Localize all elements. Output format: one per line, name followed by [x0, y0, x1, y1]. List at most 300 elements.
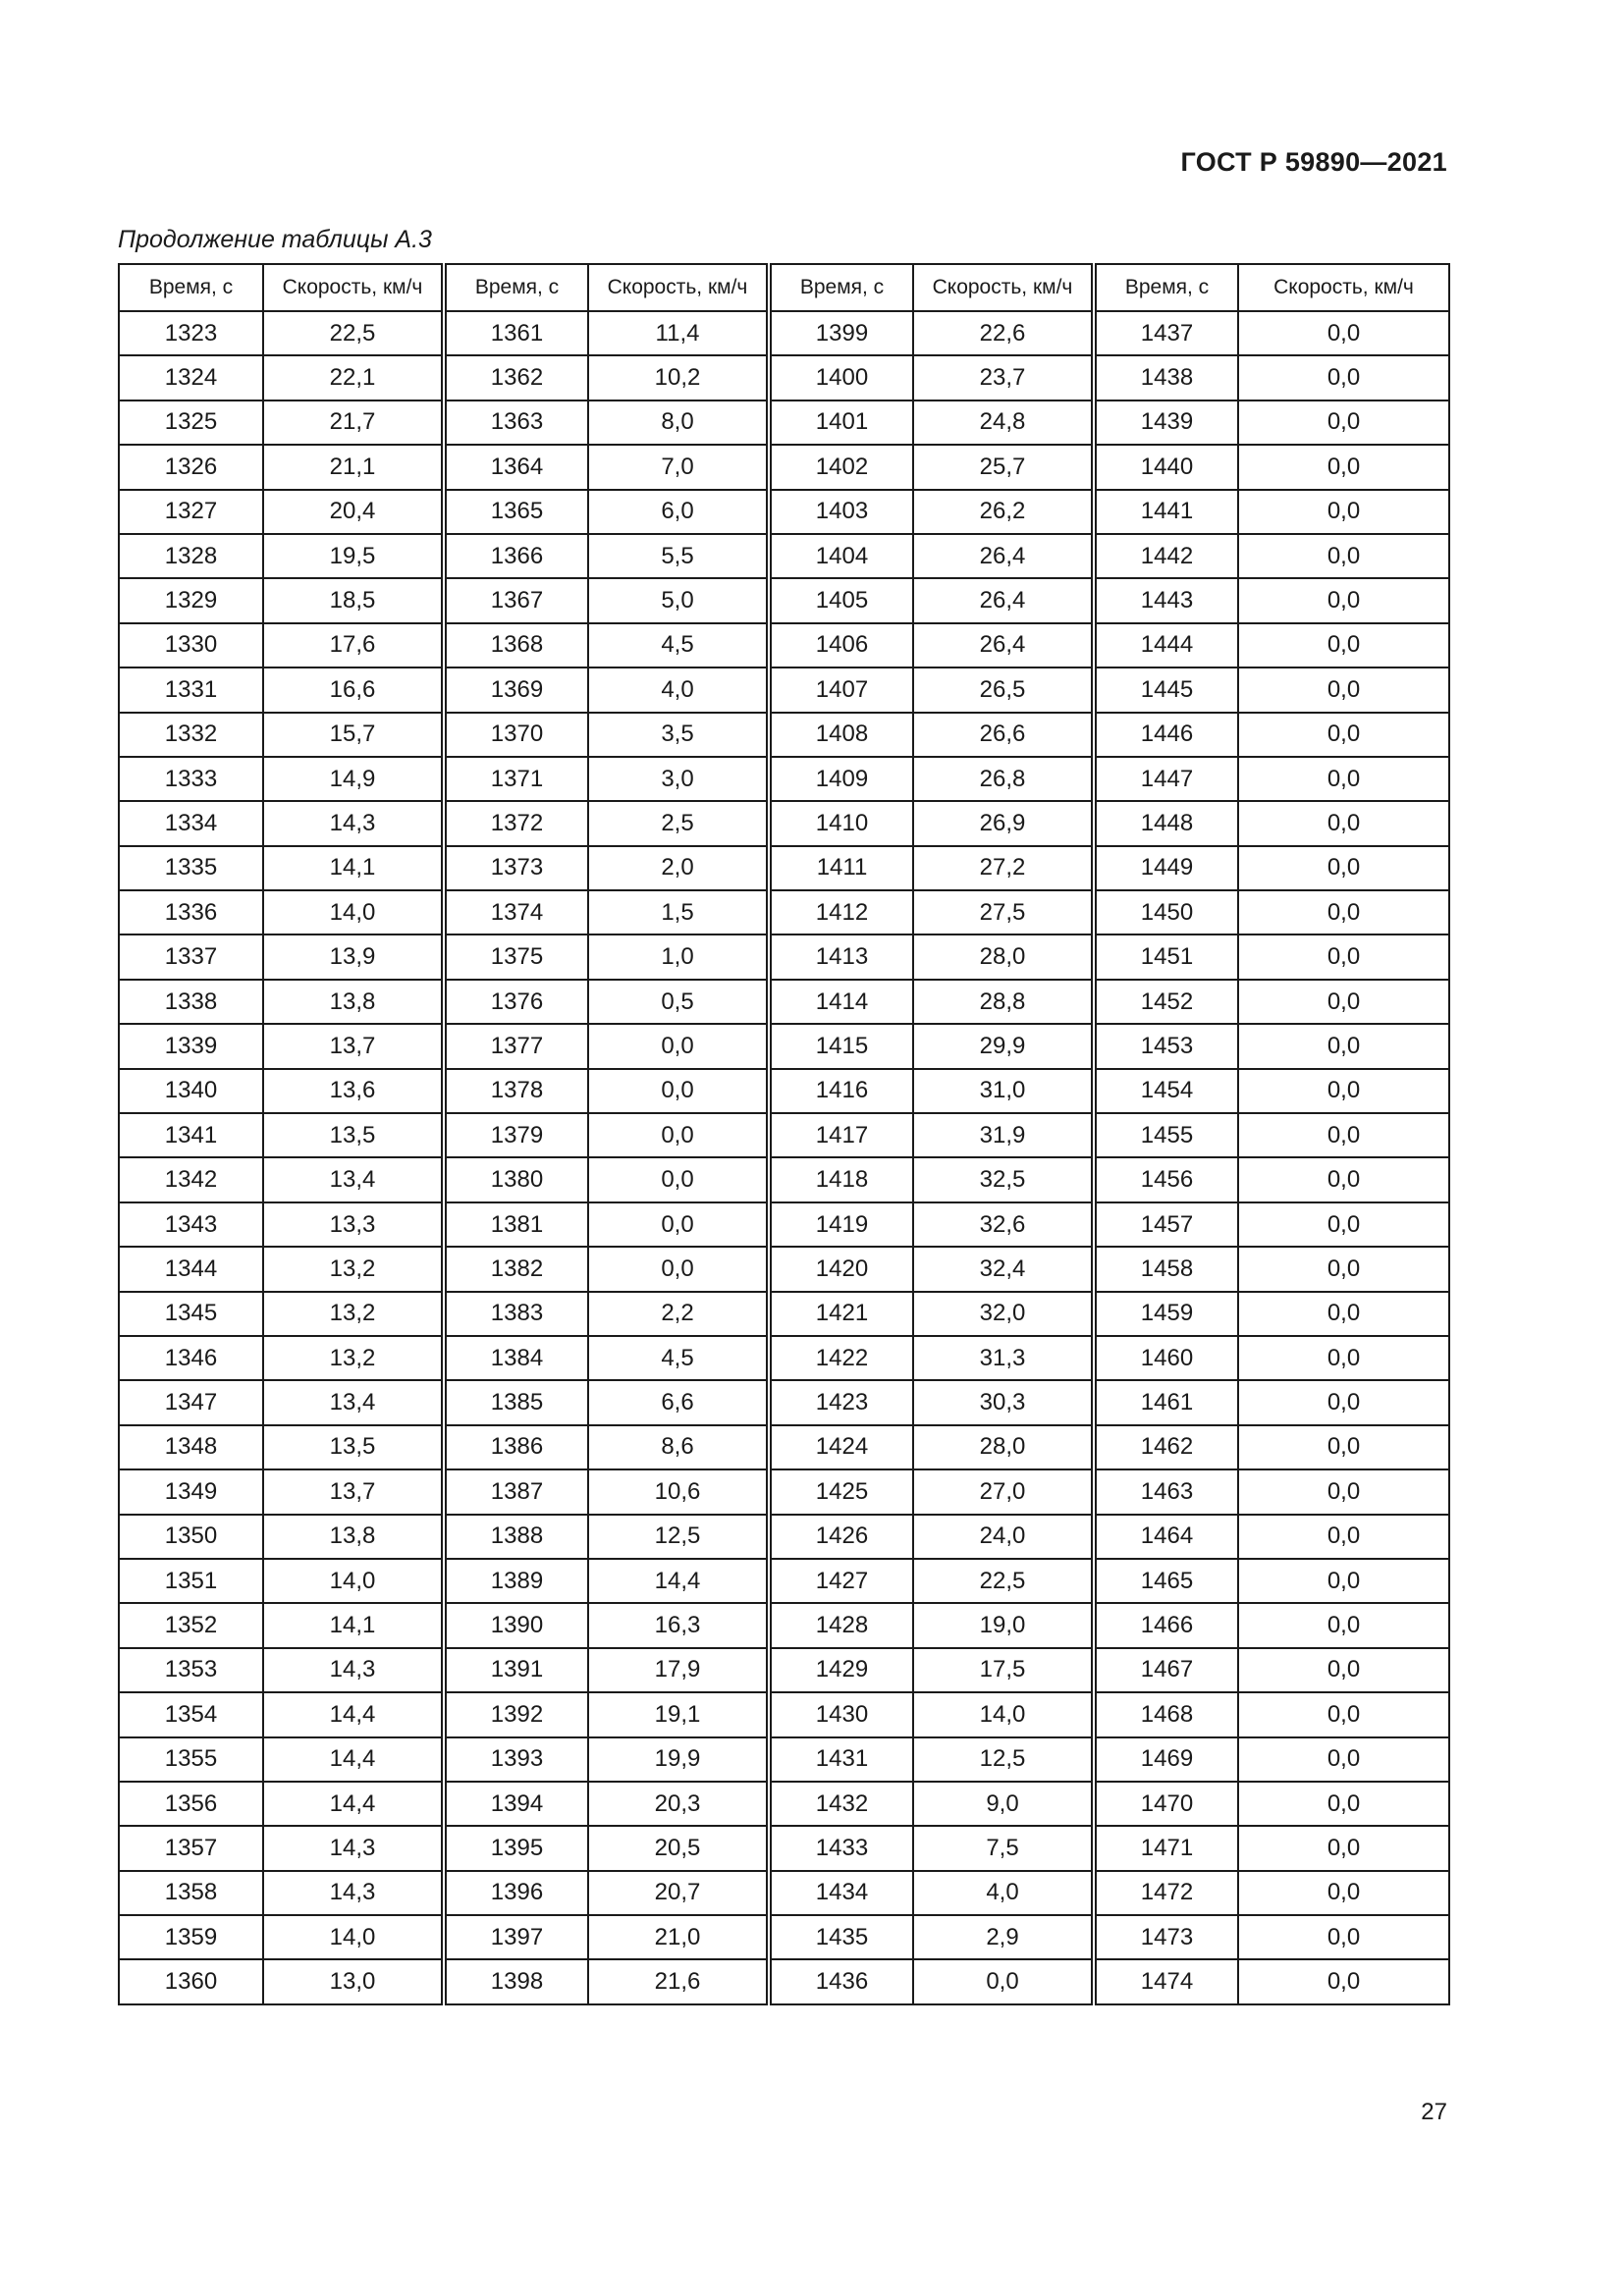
cell-speed: 8,0	[588, 400, 769, 445]
table-row	[119, 1069, 1449, 1113]
cell-speed: 31,9	[913, 1113, 1094, 1157]
cell-time: 1341	[119, 1113, 263, 1157]
cell-speed: 0,0	[1238, 1871, 1449, 1915]
cell-speed: 14,1	[263, 1603, 444, 1647]
cell-time: 1412	[769, 890, 913, 934]
cell-time: 1354	[119, 1692, 263, 1736]
cell-time: 1422	[769, 1336, 913, 1380]
cell-time: 1355	[119, 1737, 263, 1782]
cell-time: 1400	[769, 355, 913, 400]
cell-speed: 17,6	[263, 623, 444, 667]
cell-time: 1473	[1094, 1915, 1238, 1959]
cell-speed: 0,0	[1238, 1559, 1449, 1603]
table-row	[119, 1292, 1449, 1336]
cell-speed: 0,0	[588, 1157, 769, 1201]
cell-time: 1391	[444, 1648, 588, 1692]
cell-time: 1463	[1094, 1469, 1238, 1514]
cell-time: 1413	[769, 934, 913, 979]
cell-time: 1323	[119, 311, 263, 355]
cell-speed: 0,0	[1238, 1024, 1449, 1068]
cell-speed: 0,0	[1238, 1915, 1449, 1959]
cell-speed: 27,0	[913, 1469, 1094, 1514]
column-header-speed: Скорость, км/ч	[588, 264, 769, 311]
cell-speed: 20,7	[588, 1871, 769, 1915]
cell-speed: 0,0	[1238, 980, 1449, 1024]
cell-speed: 2,0	[588, 846, 769, 890]
cell-time: 1454	[1094, 1069, 1238, 1113]
column-header-speed: Скорость, км/ч	[913, 264, 1094, 311]
cell-speed: 14,0	[263, 890, 444, 934]
table-row	[119, 1826, 1449, 1870]
table-row	[119, 890, 1449, 934]
cell-time: 1394	[444, 1782, 588, 1826]
cell-speed: 4,5	[588, 623, 769, 667]
table-row	[119, 1024, 1449, 1068]
cell-time: 1377	[444, 1024, 588, 1068]
cell-time: 1340	[119, 1069, 263, 1113]
cell-time: 1460	[1094, 1336, 1238, 1380]
cell-speed: 13,7	[263, 1024, 444, 1068]
cell-speed: 0,0	[1238, 1782, 1449, 1826]
cell-speed: 0,0	[1238, 400, 1449, 445]
table-row	[119, 1202, 1449, 1247]
table-row	[119, 1247, 1449, 1291]
cell-speed: 0,0	[1238, 1336, 1449, 1380]
cell-time: 1358	[119, 1871, 263, 1915]
cell-time: 1453	[1094, 1024, 1238, 1068]
cell-time: 1338	[119, 980, 263, 1024]
cell-speed: 0,0	[1238, 1826, 1449, 1870]
cell-time: 1423	[769, 1380, 913, 1424]
table-row	[119, 934, 1449, 979]
cell-time: 1462	[1094, 1425, 1238, 1469]
table-row	[119, 490, 1449, 534]
cell-time: 1439	[1094, 400, 1238, 445]
cell-time: 1329	[119, 578, 263, 622]
cell-speed: 0,0	[1238, 1292, 1449, 1336]
table-row	[119, 1380, 1449, 1424]
cell-speed: 4,5	[588, 1336, 769, 1380]
cell-time: 1442	[1094, 534, 1238, 578]
cell-time: 1345	[119, 1292, 263, 1336]
cell-time: 1384	[444, 1336, 588, 1380]
cell-speed: 23,7	[913, 355, 1094, 400]
cell-time: 1402	[769, 445, 913, 489]
cell-speed: 0,0	[588, 1024, 769, 1068]
table-row	[119, 1559, 1449, 1603]
cell-speed: 14,4	[263, 1737, 444, 1782]
table-row	[119, 400, 1449, 445]
cell-time: 1327	[119, 490, 263, 534]
cell-speed: 0,0	[1238, 1113, 1449, 1157]
cell-speed: 28,0	[913, 1425, 1094, 1469]
cell-time: 1425	[769, 1469, 913, 1514]
cell-time: 1424	[769, 1425, 913, 1469]
cell-time: 1452	[1094, 980, 1238, 1024]
cell-time: 1385	[444, 1380, 588, 1424]
cell-time: 1447	[1094, 757, 1238, 801]
cell-speed: 0,0	[1238, 355, 1449, 400]
cell-speed: 27,5	[913, 890, 1094, 934]
cell-speed: 7,0	[588, 445, 769, 489]
cell-speed: 0,0	[1238, 1425, 1449, 1469]
column-header-time: Время, с	[119, 264, 263, 311]
cell-speed: 12,5	[913, 1737, 1094, 1782]
cell-time: 1451	[1094, 934, 1238, 979]
table-row	[119, 757, 1449, 801]
cell-speed: 5,5	[588, 534, 769, 578]
cell-time: 1467	[1094, 1648, 1238, 1692]
cell-speed: 0,0	[588, 1202, 769, 1247]
cell-time: 1441	[1094, 490, 1238, 534]
cell-speed: 2,9	[913, 1915, 1094, 1959]
cell-speed: 28,0	[913, 934, 1094, 979]
cell-time: 1443	[1094, 578, 1238, 622]
cell-speed: 14,0	[913, 1692, 1094, 1736]
cell-time: 1344	[119, 1247, 263, 1291]
cell-time: 1374	[444, 890, 588, 934]
cell-speed: 14,3	[263, 1871, 444, 1915]
column-header-speed: Скорость, км/ч	[1238, 264, 1449, 311]
cell-time: 1399	[769, 311, 913, 355]
cell-speed: 0,0	[1238, 846, 1449, 890]
cell-time: 1449	[1094, 846, 1238, 890]
cell-time: 1403	[769, 490, 913, 534]
cell-time: 1409	[769, 757, 913, 801]
column-header-time: Время, с	[444, 264, 588, 311]
cell-time: 1376	[444, 980, 588, 1024]
column-header-time: Время, с	[1094, 264, 1238, 311]
cell-time: 1468	[1094, 1692, 1238, 1736]
cell-time: 1330	[119, 623, 263, 667]
cell-time: 1349	[119, 1469, 263, 1514]
cell-speed: 0,0	[1238, 1692, 1449, 1736]
cell-speed: 1,0	[588, 934, 769, 979]
cell-speed: 19,0	[913, 1603, 1094, 1647]
cell-time: 1471	[1094, 1826, 1238, 1870]
table-header-row	[119, 264, 1449, 311]
cell-speed: 14,9	[263, 757, 444, 801]
cell-speed: 0,0	[1238, 667, 1449, 712]
cell-speed: 11,4	[588, 311, 769, 355]
cell-time: 1357	[119, 1826, 263, 1870]
cell-time: 1398	[444, 1959, 588, 2003]
cell-time: 1464	[1094, 1515, 1238, 1559]
cell-speed: 14,0	[263, 1559, 444, 1603]
cell-speed: 27,2	[913, 846, 1094, 890]
cell-time: 1416	[769, 1069, 913, 1113]
cell-time: 1414	[769, 980, 913, 1024]
cell-speed: 1,5	[588, 890, 769, 934]
cell-speed: 32,0	[913, 1292, 1094, 1336]
cell-speed: 13,4	[263, 1157, 444, 1201]
table-row	[119, 445, 1449, 489]
cell-time: 1417	[769, 1113, 913, 1157]
cell-time: 1392	[444, 1692, 588, 1736]
cell-time: 1405	[769, 578, 913, 622]
cell-time: 1407	[769, 667, 913, 712]
cell-speed: 13,4	[263, 1380, 444, 1424]
cell-speed: 22,1	[263, 355, 444, 400]
cell-speed: 19,5	[263, 534, 444, 578]
cell-time: 1474	[1094, 1959, 1238, 2003]
cell-speed: 26,4	[913, 534, 1094, 578]
cell-time: 1466	[1094, 1603, 1238, 1647]
cell-time: 1393	[444, 1737, 588, 1782]
cell-time: 1408	[769, 713, 913, 757]
column-header-time: Время, с	[769, 264, 913, 311]
cell-speed: 0,0	[1238, 713, 1449, 757]
cell-speed: 20,4	[263, 490, 444, 534]
cell-time: 1367	[444, 578, 588, 622]
cell-time: 1418	[769, 1157, 913, 1201]
cell-speed: 7,5	[913, 1826, 1094, 1870]
cell-speed: 0,0	[588, 1113, 769, 1157]
cell-speed: 2,2	[588, 1292, 769, 1336]
cell-speed: 14,4	[263, 1782, 444, 1826]
cell-speed: 0,0	[1238, 801, 1449, 845]
cell-speed: 32,4	[913, 1247, 1094, 1291]
table-row	[119, 534, 1449, 578]
cell-speed: 24,0	[913, 1515, 1094, 1559]
cell-speed: 9,0	[913, 1782, 1094, 1826]
cell-speed: 0,0	[1238, 534, 1449, 578]
cell-time: 1396	[444, 1871, 588, 1915]
cell-speed: 13,5	[263, 1113, 444, 1157]
cell-speed: 0,0	[1238, 890, 1449, 934]
cell-time: 1332	[119, 713, 263, 757]
cell-speed: 14,0	[263, 1915, 444, 1959]
cell-speed: 14,3	[263, 801, 444, 845]
table-row	[119, 623, 1449, 667]
cell-speed: 21,7	[263, 400, 444, 445]
table-row	[119, 846, 1449, 890]
cell-speed: 0,0	[1238, 311, 1449, 355]
cell-time: 1410	[769, 801, 913, 845]
cell-speed: 13,7	[263, 1469, 444, 1514]
cell-time: 1433	[769, 1826, 913, 1870]
cell-speed: 14,4	[588, 1559, 769, 1603]
cell-time: 1364	[444, 445, 588, 489]
table-row	[119, 1515, 1449, 1559]
cell-speed: 26,2	[913, 490, 1094, 534]
cell-time: 1350	[119, 1515, 263, 1559]
cell-time: 1371	[444, 757, 588, 801]
cell-time: 1359	[119, 1915, 263, 1959]
cell-time: 1386	[444, 1425, 588, 1469]
cell-speed: 26,9	[913, 801, 1094, 845]
cell-time: 1389	[444, 1559, 588, 1603]
cell-time: 1426	[769, 1515, 913, 1559]
cell-time: 1444	[1094, 623, 1238, 667]
cell-speed: 21,6	[588, 1959, 769, 2003]
cell-time: 1382	[444, 1247, 588, 1291]
cell-time: 1337	[119, 934, 263, 979]
cell-speed: 0,0	[1238, 490, 1449, 534]
cell-time: 1461	[1094, 1380, 1238, 1424]
cell-speed: 25,7	[913, 445, 1094, 489]
cell-speed: 19,9	[588, 1737, 769, 1782]
cell-time: 1335	[119, 846, 263, 890]
cell-time: 1365	[444, 490, 588, 534]
table-row	[119, 1336, 1449, 1380]
cell-time: 1339	[119, 1024, 263, 1068]
cell-speed: 0,0	[1238, 1648, 1449, 1692]
cell-time: 1428	[769, 1603, 913, 1647]
cell-time: 1342	[119, 1157, 263, 1201]
table-row	[119, 1648, 1449, 1692]
cell-speed: 0,0	[1238, 445, 1449, 489]
cell-speed: 4,0	[913, 1871, 1094, 1915]
cell-time: 1388	[444, 1515, 588, 1559]
cell-time: 1459	[1094, 1292, 1238, 1336]
cell-time: 1366	[444, 534, 588, 578]
cell-time: 1356	[119, 1782, 263, 1826]
cell-time: 1390	[444, 1603, 588, 1647]
table-caption: Продолжение таблицы А.3	[118, 226, 432, 253]
cell-speed: 0,0	[1238, 1603, 1449, 1647]
cell-time: 1334	[119, 801, 263, 845]
cell-time: 1472	[1094, 1871, 1238, 1915]
cell-speed: 31,3	[913, 1336, 1094, 1380]
cell-time: 1378	[444, 1069, 588, 1113]
cell-speed: 13,5	[263, 1425, 444, 1469]
table-row	[119, 1603, 1449, 1647]
table-row	[119, 1157, 1449, 1201]
cell-speed: 13,2	[263, 1292, 444, 1336]
table-row	[119, 801, 1449, 845]
table-row	[119, 578, 1449, 622]
cell-speed: 28,8	[913, 980, 1094, 1024]
cell-time: 1401	[769, 400, 913, 445]
cell-time: 1446	[1094, 713, 1238, 757]
table-row	[119, 1113, 1449, 1157]
cell-speed: 16,3	[588, 1603, 769, 1647]
cell-speed: 16,6	[263, 667, 444, 712]
cell-speed: 13,6	[263, 1069, 444, 1113]
cell-speed: 6,6	[588, 1380, 769, 1424]
cell-time: 1411	[769, 846, 913, 890]
cell-speed: 4,0	[588, 667, 769, 712]
cell-time: 1328	[119, 534, 263, 578]
cell-time: 1469	[1094, 1737, 1238, 1782]
table-row	[119, 355, 1449, 400]
cell-speed: 0,5	[588, 980, 769, 1024]
cell-speed: 13,2	[263, 1247, 444, 1291]
cell-speed: 10,2	[588, 355, 769, 400]
cell-speed: 22,6	[913, 311, 1094, 355]
cell-speed: 0,0	[1238, 757, 1449, 801]
cell-speed: 0,0	[913, 1959, 1094, 2003]
cell-time: 1455	[1094, 1113, 1238, 1157]
table-body	[119, 311, 1449, 2004]
table-row	[119, 1782, 1449, 1826]
cell-speed: 32,6	[913, 1202, 1094, 1247]
cell-speed: 13,0	[263, 1959, 444, 2003]
cell-time: 1383	[444, 1292, 588, 1336]
cell-speed: 26,5	[913, 667, 1094, 712]
cell-speed: 13,8	[263, 1515, 444, 1559]
cell-time: 1379	[444, 1113, 588, 1157]
cell-speed: 32,5	[913, 1157, 1094, 1201]
cell-time: 1456	[1094, 1157, 1238, 1201]
cell-speed: 0,0	[1238, 1515, 1449, 1559]
cell-speed: 26,4	[913, 578, 1094, 622]
cell-time: 1362	[444, 355, 588, 400]
cell-time: 1351	[119, 1559, 263, 1603]
cell-speed: 0,0	[588, 1069, 769, 1113]
cell-speed: 0,0	[1238, 578, 1449, 622]
cell-speed: 14,1	[263, 846, 444, 890]
cell-speed: 0,0	[1238, 1069, 1449, 1113]
cell-time: 1370	[444, 713, 588, 757]
table-header	[119, 264, 1449, 311]
cell-speed: 2,5	[588, 801, 769, 845]
cell-time: 1404	[769, 534, 913, 578]
cell-time: 1450	[1094, 890, 1238, 934]
cell-time: 1336	[119, 890, 263, 934]
cell-speed: 13,2	[263, 1336, 444, 1380]
cell-time: 1427	[769, 1559, 913, 1603]
cell-time: 1429	[769, 1648, 913, 1692]
cell-speed: 10,6	[588, 1469, 769, 1514]
cell-time: 1347	[119, 1380, 263, 1424]
cell-speed: 0,0	[1238, 1247, 1449, 1291]
speed-time-table	[118, 263, 1450, 2005]
cell-time: 1372	[444, 801, 588, 845]
cell-speed: 26,6	[913, 713, 1094, 757]
cell-time: 1431	[769, 1737, 913, 1782]
cell-speed: 3,0	[588, 757, 769, 801]
cell-speed: 5,0	[588, 578, 769, 622]
cell-time: 1397	[444, 1915, 588, 1959]
table-row	[119, 1871, 1449, 1915]
cell-time: 1368	[444, 623, 588, 667]
table-row	[119, 1425, 1449, 1469]
cell-time: 1369	[444, 667, 588, 712]
cell-time: 1333	[119, 757, 263, 801]
cell-speed: 21,1	[263, 445, 444, 489]
cell-speed: 0,0	[1238, 1157, 1449, 1201]
cell-speed: 20,5	[588, 1826, 769, 1870]
cell-time: 1458	[1094, 1247, 1238, 1291]
cell-time: 1343	[119, 1202, 263, 1247]
cell-speed: 0,0	[1238, 1469, 1449, 1514]
cell-speed: 31,0	[913, 1069, 1094, 1113]
cell-speed: 13,8	[263, 980, 444, 1024]
cell-speed: 0,0	[588, 1247, 769, 1291]
cell-speed: 22,5	[913, 1559, 1094, 1603]
cell-speed: 0,0	[1238, 1959, 1449, 2003]
cell-speed: 17,5	[913, 1648, 1094, 1692]
cell-speed: 14,3	[263, 1648, 444, 1692]
table-row	[119, 980, 1449, 1024]
cell-time: 1406	[769, 623, 913, 667]
cell-speed: 0,0	[1238, 623, 1449, 667]
cell-time: 1437	[1094, 311, 1238, 355]
cell-time: 1353	[119, 1648, 263, 1692]
cell-speed: 0,0	[1238, 1202, 1449, 1247]
cell-time: 1440	[1094, 445, 1238, 489]
cell-speed: 0,0	[1238, 934, 1449, 979]
cell-speed: 29,9	[913, 1024, 1094, 1068]
cell-time: 1421	[769, 1292, 913, 1336]
cell-time: 1470	[1094, 1782, 1238, 1826]
cell-speed: 17,9	[588, 1648, 769, 1692]
cell-time: 1331	[119, 667, 263, 712]
cell-speed: 18,5	[263, 578, 444, 622]
cell-time: 1380	[444, 1157, 588, 1201]
